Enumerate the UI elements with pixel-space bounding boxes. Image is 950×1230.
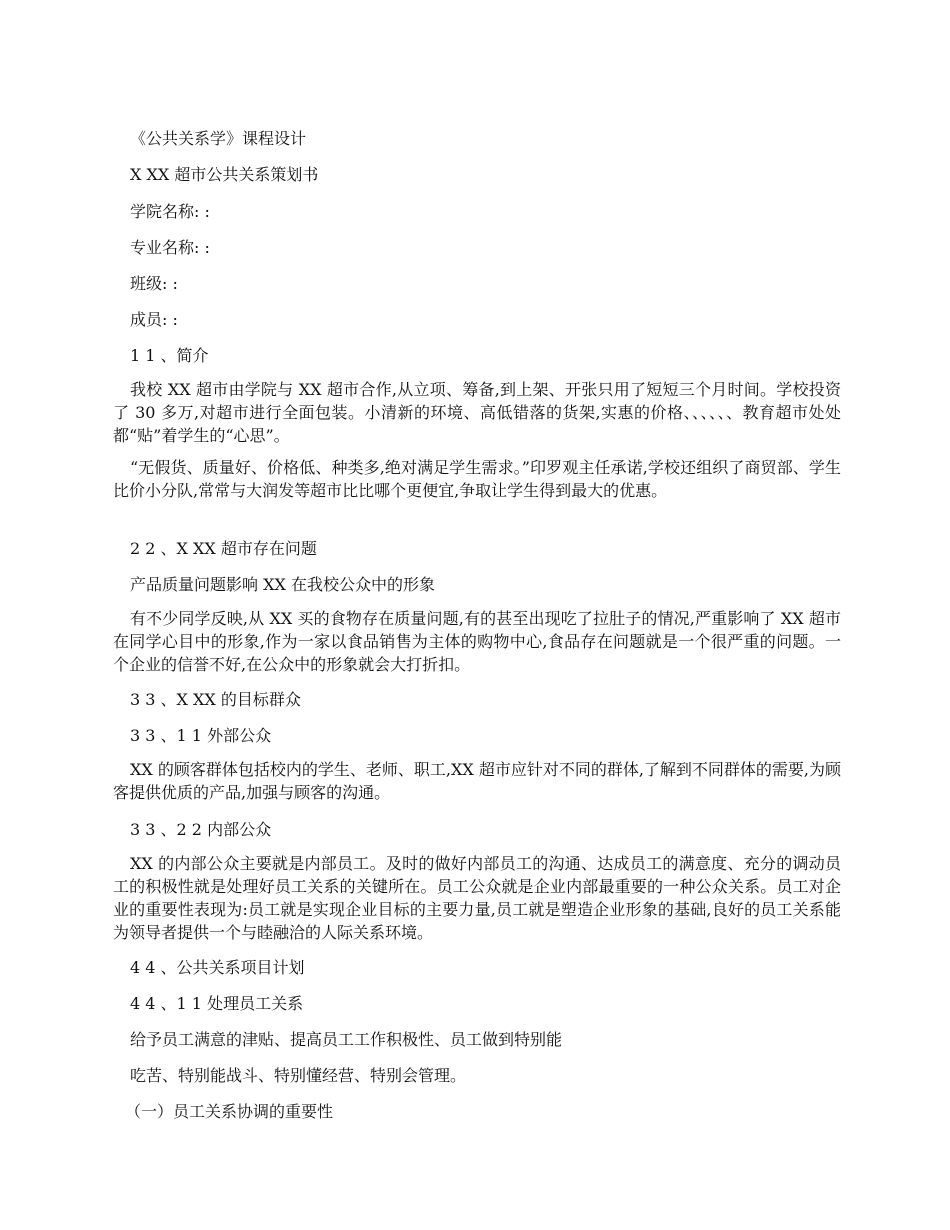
employee-relations-line-2: 吃苦、特别能战斗、特别懂经营、特别会管理。 [130, 1066, 467, 1085]
section-heading-pr-plan: 4 4 、公共关系项目计划 [130, 958, 305, 977]
course-title: 《公共关系学》课程设计 [130, 129, 307, 148]
plan-title: X XX 超市公共关系策划书 [130, 165, 319, 184]
intro-paragraph-1: 我校 XX 超市由学院与 XX 超市合作,从立项、筹备,到上架、开张只用了短短三个月时间。学校投资了 30 多万,对超市进行全面包装。小清新的环境、高低错落的货架,实惠的价格、、、、、、教育超市处处都“贴”着学生的“心思”。 [113, 380, 841, 445]
section-heading-employee-relations: 4 4 、1 1 处理员工关系 [130, 994, 304, 1013]
section-heading-intro: 1 1 、简介 [130, 346, 209, 365]
major-label: 专业名称: : [130, 238, 210, 257]
section-heading-target-public: 3 3 、X XX 的目标群众 [130, 690, 301, 709]
section-heading-external-public: 3 3 、1 1 外部公众 [130, 726, 272, 745]
college-label: 学院名称: : [130, 202, 210, 221]
external-public-paragraph: XX 的顾客群体包括校内的学生、老师、职工,XX 超市应针对不同的群体,了解到不同群体的需要,为顾客提供优质的产品,加强与顾客的沟通。 [113, 760, 841, 802]
internal-public-paragraph: XX 的内部公众主要就是内部员工。及时的做好内部员工的沟通、达成员工的满意度、充分的调动员工的积极性就是处理好员工关系的关键所在。员工公众就是企业内部最重要的一种公众关系。员工对企业的重要性表现为:员工就是实现企业目标的主要力量,员工就是塑造企业形象的基础,良好的员工关系能为领导者提供一个与睦融洽的人际关系环境。 [113, 854, 841, 942]
subsection-heading-importance: （一）员工关系协调的重要性 [125, 1102, 334, 1121]
section-heading-problems: 2 2 、X XX 超市存在问题 [130, 539, 317, 558]
employee-relations-line-1: 给予员工满意的津贴、提高员工工作积极性、员工做到特别能 [130, 1030, 563, 1049]
problems-subtitle: 产品质量问题影响 XX 在我校公众中的形象 [130, 575, 435, 594]
problems-paragraph: 有不少同学反映,从 XX 买的食物存在质量问题,有的甚至出现吃了拉肚子的情况,严重影响了 XX 超市在同学心目中的形象,作为一家以食品销售为主体的购物中心,食品存在问题就是一个很严重的问题。一个企业的信誉不好,在公众中的形象就会大打折扣。 [113, 609, 841, 674]
class-label: 班级: : [130, 274, 178, 293]
section-heading-internal-public: 3 3 、2 2 内部公众 [130, 820, 272, 839]
members-label: 成员: : [130, 310, 178, 329]
intro-paragraph-2: “无假货、质量好、价格低、种类多,绝对满足学生需求。”印罗观主任承诺,学校还组织了商贸部、学生比价小分队,常常与大润发等超市比比哪个更便宜,争取让学生得到最大的优惠。 [113, 458, 841, 500]
